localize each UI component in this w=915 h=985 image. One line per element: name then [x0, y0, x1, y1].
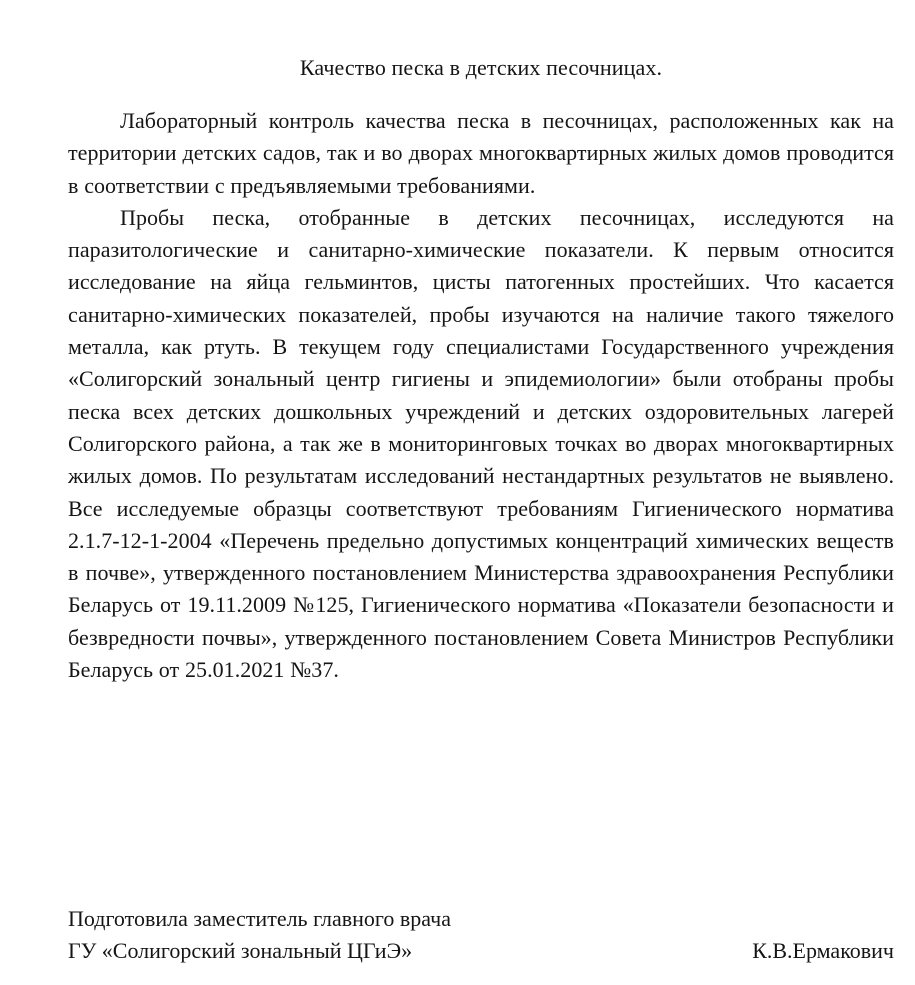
document-body	[68, 0, 894, 686]
signature-role-line: Подготовила заместитель главного врача	[68, 906, 451, 931]
signature-block	[68, 903, 894, 967]
signature-name: К.В.Ермакович	[752, 938, 894, 963]
body-paragraph-2: Пробы песка, отобранные в детских песочницах, исследуются на паразитологические и санитарно-химические показатели. К первым относится исследование на яйца гельминтов, цисты патогенных простейших. Что касается санитарно-химических показателей, пробы изучаются на наличие такого тяжелого металла, как ртуть. В текущем году специалистами Государственного учреждения «Солигорский зональный центр гигиены и эпидемиологии» были отобраны пробы песка всех детских дошкольных учреждений и детских оздоровительных лагерей Солигорского района, а так же в мониторинговых точках во дворах многоквартирных жилых домов. По результатам исследований нестандартных результатов не выявлено. Все исследуемые образцы соответствуют требованиям Гигиенического норматива 2.1.7-12-1-2004 «Перечень предельно допустимых концентраций химических веществ в почве», утвержденного постановлением Министерства здравоохранения Республики Беларусь от 19.11.2009 №125, Гигиенического норматива «Показатели безопасности и безвредности почвы», утвержденного постановлением Совета Министров Республики Беларусь от 25.01.2021 №37.	[68, 204, 894, 683]
body-paragraph-1: Лабораторный контроль качества песка в песочницах, расположенных как на территории детских садов, так и во дворах многоквартирных жилых домов проводится в соответствии с предъявляемыми требованиями.	[68, 108, 894, 198]
signature-name-row	[68, 935, 894, 967]
page-title: Качество песка в детских песочницах.	[299, 55, 663, 80]
signature-organization-line: ГУ «Солигорский зональный ЦГиЭ»	[68, 938, 413, 963]
